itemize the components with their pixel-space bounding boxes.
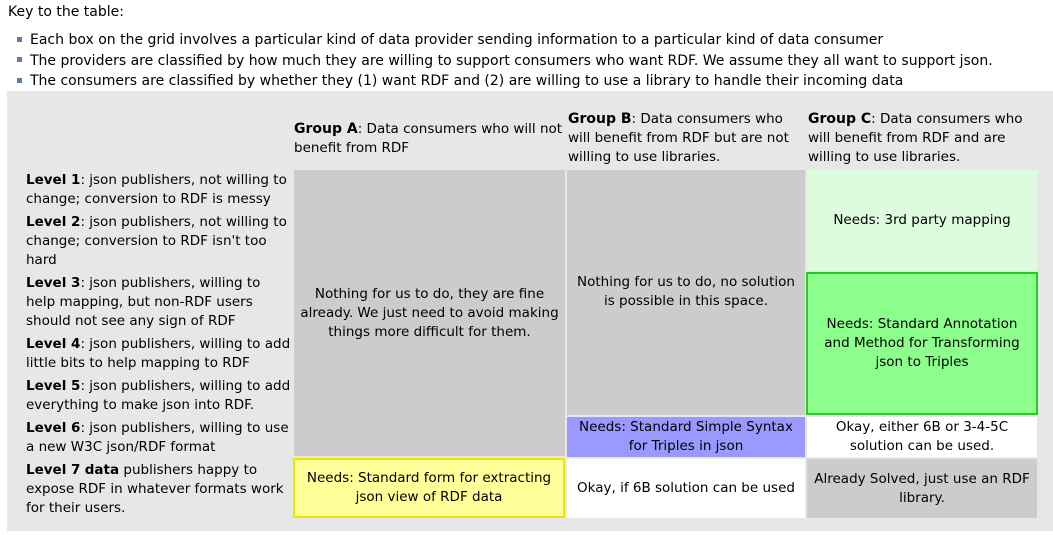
cell-6c: Okay, either 6B or 3-4-5C solution can be used. [807, 417, 1037, 457]
level-6-title: Level 6 [26, 420, 81, 436]
group-a-description: : Data consumers who will not benefit from RDF [294, 121, 563, 156]
key-bullet-list [17, 30, 993, 92]
cell-group-a-levels-1-6: Nothing for us to do, they are fine already. We just need to avoid making things more difficult for them. [294, 170, 565, 456]
cell-7b: Okay, if 6B solution can be used [567, 459, 805, 518]
level-6-description: : json publishers, willing to use a new W3C json/RDF format [26, 420, 289, 455]
cell-7a: Needs: Standard form for extracting json view of RDF data [293, 458, 565, 518]
cell-6b: Needs: Standard Simple Syntax for Triples in json [567, 417, 805, 457]
cell-group-b-levels-1-5: Nothing for us to do, no solution is possible in this space. [567, 170, 805, 415]
level-1-description: : json publishers, not willing to change; conversion to RDF is messy [26, 172, 287, 207]
key-bullet [17, 30, 993, 51]
level-7-description: publishers happy to expose RDF in whatever formats work for their users. [26, 462, 284, 516]
cell-c-levels-1-2: Needs: 3rd party mapping [807, 170, 1037, 271]
level-7-title: Level 7 [26, 462, 81, 478]
level-6-label [26, 419, 292, 457]
key-title: Key to the table: [8, 4, 124, 20]
level-5-description: : json publishers, willing to add everything to make json into RDF. [26, 378, 291, 413]
cell-7c: Already Solved, just use an RDF library. [807, 459, 1037, 518]
level-4-label [26, 335, 292, 373]
bullet-square-icon [17, 37, 22, 42]
level-2-title: Level 2 [26, 214, 81, 230]
group-b-label: Group B [568, 111, 632, 127]
group-c-label: Group C [808, 111, 872, 127]
level-3-label [26, 274, 292, 331]
key-bullet [17, 51, 993, 72]
key-bullet-text: The providers are classified by how much they are willing to support consumers who want RDF. We assume they all want to support json. [30, 52, 993, 69]
level-3-description: : json publishers, willing to help mapping, but non-RDF users should not see any sign of RDF [26, 275, 261, 329]
level-4-title: Level 4 [26, 336, 81, 352]
group-a-header [294, 120, 566, 158]
key-bullet [17, 71, 993, 92]
key-bullet-text: Each box on the grid involves a particular kind of data provider sending information to a particular kind of data consumer [30, 32, 884, 48]
level-5-label [26, 377, 292, 415]
level-7-data-word: data [84, 462, 120, 478]
group-c-header [808, 110, 1040, 167]
group-c-description: : Data consumers who will benefit from RDF and are willing to use libraries. [808, 111, 1023, 165]
level-1-label [26, 171, 292, 209]
level-5-title: Level 5 [26, 378, 81, 394]
level-2-label [26, 213, 292, 270]
level-4-description: : json publishers, willing to add little bits to help mapping to RDF [26, 336, 291, 371]
group-b-description: : Data consumers who will benefit from RDF but are not willing to use libraries. [568, 111, 789, 165]
level-2-description: : json publishers, not willing to change; conversion to RDF isn't too hard [26, 214, 287, 268]
key-bullet-text: The consumers are classified by whether they (1) want RDF and (2) are willing to use a library to handle their incoming data [30, 73, 904, 89]
group-a-label: Group A [294, 121, 358, 137]
level-7-label [26, 461, 292, 518]
level-3-title: Level 3 [26, 275, 81, 291]
bullet-square-icon [17, 57, 22, 62]
cell-c-levels-3-5: Needs: Standard Annotation and Method for Transforming json to Triples [806, 272, 1038, 415]
group-b-header [568, 110, 802, 167]
level-1-title: Level 1 [26, 172, 81, 188]
bullet-square-icon [17, 78, 22, 83]
